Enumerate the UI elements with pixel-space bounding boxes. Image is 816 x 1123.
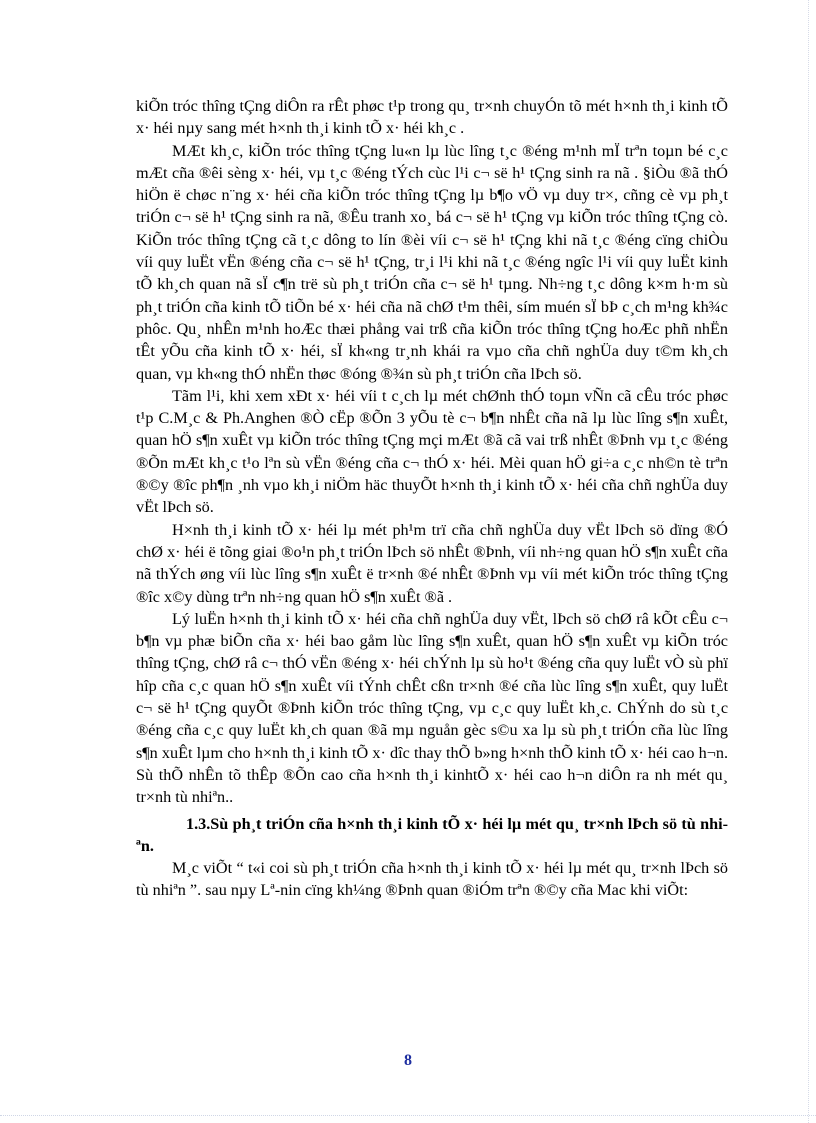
page-margin-line [808,0,809,1123]
footer-divider [0,1115,816,1116]
paragraph-1: kiÕn tróc thîng tÇng diÔn ra rÊt phøc t¹p trong qu¸ tr×nh chuyÓn tõ mét h×nh th¸i kinh tÕ x· héi nµy sang mét h×nh th¸i kinh tÕ x· héi kh¸c . [136,97,728,138]
paragraph-2: MÆt kh¸c, kiÕn tróc thîng tÇng lu«n lµ lùc lîng t¸c ®éng m¹nh mÏ trªn toµn bé c¸c mÆt cña ®êi sèng x· héi, vµ t¸c ®éng tÝch cùc l¹i c¬ së h¹ tÇng sinh ra nã . §iÒu ®ã thÓ hiÖn ë chøc n¨ng x· héi cña kiÕn tróc thîng tÇng lµ b¶o vÖ vµ duy tr×, cñng cè vµ ph¸t triÓn c¬ së h¹ tÇng sinh ra nã, ®Êu tranh xo¸ bá c¬ së h¹ tÇng vµ kiÕn tróc thîng tÇng cò. KiÕn tróc thîng tÇng cã t¸c dông to lín ®èi víi c¬ së h¹ tÇng khi nã t¸c ®éng cïng chiÒu víi quy luËt vËn ®éng cña c¬ së h¹ tÇng, tr¸i l¹i khi nã t¸c ®éng ngîc l¹i víi quy luËt kinh tÕ kh¸ch quan nã sÏ c¶n trë sù ph¸t triÓn cña c¬ së h¹ tµng. Nh÷ng t¸c dông k×m h·m sù ph¸t triÓn cña kinh tÕ tiÕn bé x· héi cña nã chØ t¹m thêi, sím muén sÏ bÞ c¸ch m¹ng kh¾c phôc. Qu¸ nhÊn m¹nh hoÆc thæi phång vai trß cña kiÕn tróc thîng tÇng hoÆc phñ nhËn tÊt yÕu cña kinh tÕ x· héi, sÏ kh«ng tr¸nh khái ra vµo cña chñ nghÜa duy t©m kh¸ch quan, vµ kh«ng thÓ nhËn thøc ®óng ®¾n sù ph¸t triÓn cña lÞch sö. [136,141,728,383]
body-text [136,95,728,902]
section-heading: 1.3.Sù ph¸t triÓn cña h×nh th¸i kinh tÕ x· héi lµ mét qu¸ tr×nh lÞch sö tù nhiªn. [136,814,728,855]
paragraph-3: Tãm l¹i, khi xem xÐt x· héi víi t c¸ch lµ mét chØnh thÓ toµn vÑn cã cÊu tróc phøc t¹p C.M¸c & Ph.Anghen ®Ò cËp ®Õn 3 yÕu tè c¬ b¶n nhÊt cña nã lµ lùc lîng s¶n xuÊt, quan hÖ s¶n xuÊt vµ kiÕn tróc thîng tÇng mçi mÆt ®ã cã vai trß nhÊt ®Þnh vµ t¸c ®éng ®Õn mÆt kh¸c t¹o lªn sù vËn ®éng cña c¬ thÓ x· héi. Mèi quan hÖ gi÷a c¸c nh©n tè trªn ®©y ®îc ph¶n ¸nh vµo kh¸i niÖm häc thuyÕt h×nh th¸i kinh tÕ x· héi cña chñ nghÜa duy vËt lÞch sö. [136,386,728,517]
paragraph-5: Lý luËn h×nh th¸i kinh tÕ x· héi cña chñ nghÜa duy vËt, lÞch sö chØ râ kÕt cÊu c¬ b¶n vµ phæ biÕn cña x· héi bao gåm lùc lîng s¶n xuÊt, quan hÖ s¶n xuÊt vµ kiÕn tróc thîng tÇng, chØ râ c¬ thÓ vËn ®éng x· héi chÝnh lµ sù ho¹t ®éng cña quy luËt vÒ sù phï hîp cña c¸c quan hÖ s¶n xuÊt víi tÝnh chÊt cßn tr×nh ®é cña lùc lîng s¶n xuÊt, quy luËt c¬ së h¹ tÇng quyÕt ®Þnh kiÕn tróc thîng tÇng, vµ c¸c quy luËt kh¸c. ChÝnh do sù t¸c ®éng cña c¸c quy luËt kh¸ch quan ®ã mµ nguån gèc s©u xa lµ sù ph¸t triÓn cña lùc lîng s¶n xuÊt lµm cho h×nh th¸i kinh tÕ x· dîc thay thÕ b»ng h×nh thÕ kinh tÕ x· héi cao h¬n. Sù thÕ nhÊn tõ thÊp ®Õn cao cña h×nh th¸i kinhtÕ x· héi cao h¬n diÔn ra nh mét qu¸ tr×nh tù nhiªn.. [136,609,728,807]
paragraph-6: M¸c viÕt “ t«i coi sù ph¸t triÓn cña h×nh th¸i kinh tÕ x· héi lµ mét qu¸ tr×nh lÞch sö tù nhiªn ”. sau nµy Lª-nin cïng kh¼ng ®Þnh quan ®iÓm trªn ®©y cña Mac khi viÕt: [136,859,728,900]
paragraph-4: H×nh th¸i kinh tÕ x· héi lµ mét ph¹m trï cña chñ nghÜa duy vËt lÞch sö dïng ®Ó chØ x· héi ë tõng giai ®o¹n ph¸t triÓn lÞch sö nhÊt ®Þnh, víi nh÷ng quan hÖ s¶n xuÊt cña nã thÝch øng víi lùc lîng s¶n xuÊt ë tr×nh ®é nhÊt ®Þnh vµ víi mét kiÕn tróc thîng tÇng ®îc x©y dùng trªn nh÷ng quan hÖ s¶n xuÊt ®ã . [136,520,728,606]
page-number: 8 [404,1052,412,1069]
